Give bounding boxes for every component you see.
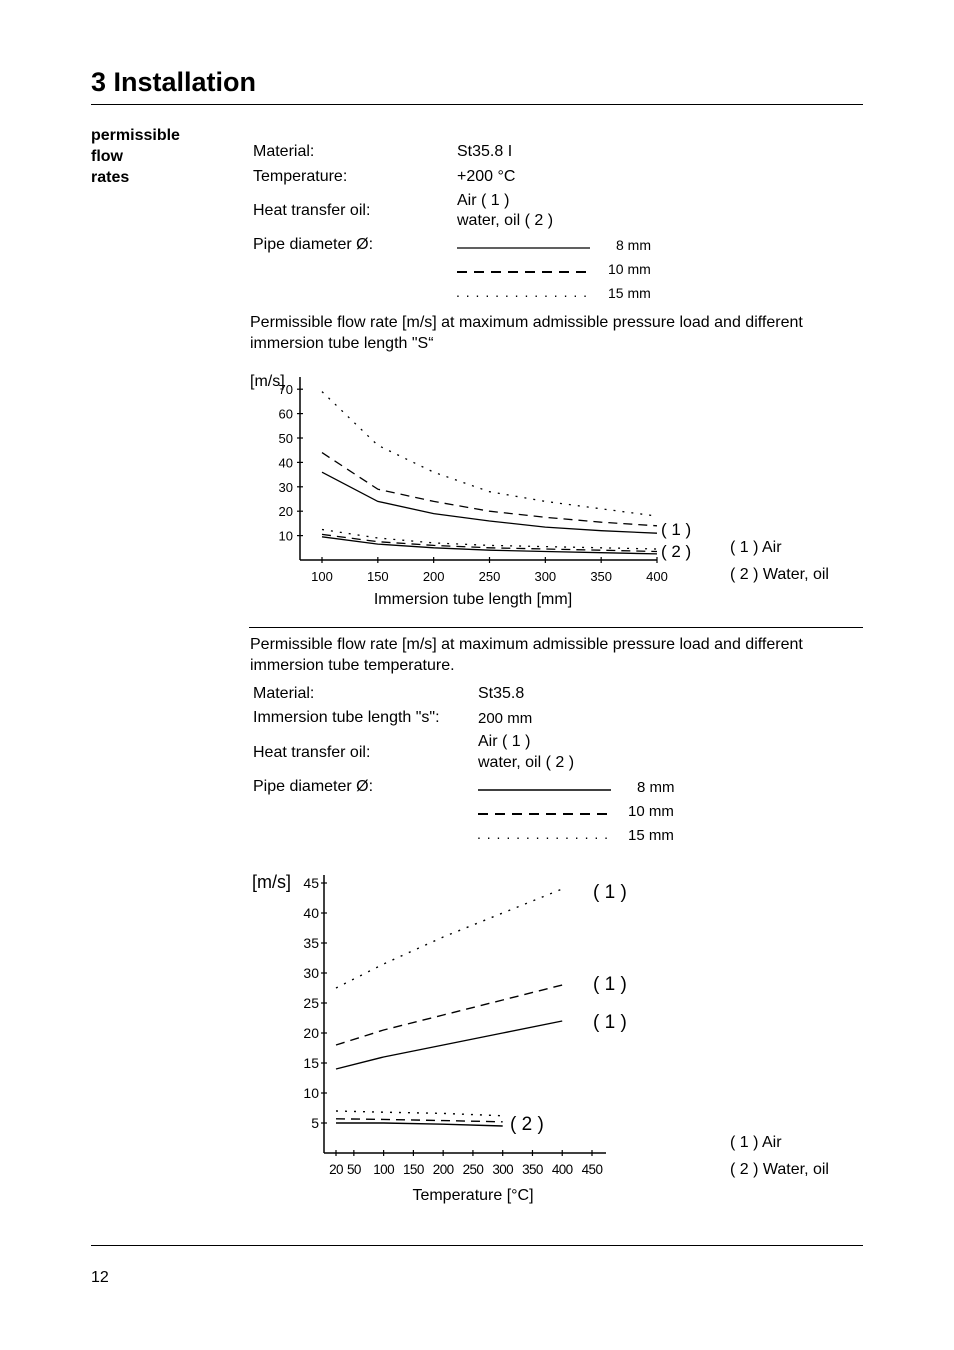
curve-label: ( 1 ) [593, 882, 627, 903]
tube-length-label: Immersion tube length "s": [253, 709, 440, 726]
oil-label: Heat transfer oil: [253, 744, 371, 761]
y-axis-label: [m/s] [252, 872, 291, 892]
section-rule [249, 627, 863, 628]
y-tick-label: 10 [303, 1085, 319, 1101]
y-tick-label: 5 [311, 1115, 319, 1131]
x-tick-label: 200 [432, 1162, 454, 1177]
chart1-description: Permissible flow rate [m/s] at maximum admissible pressure load and different immersion tube length "S“ [250, 314, 803, 352]
y-tick-label: 30 [303, 965, 319, 981]
x-tick-label: 450 [581, 1162, 603, 1177]
series-line [322, 537, 657, 554]
series-line [322, 472, 657, 533]
curve-label: ( 1 ) [593, 1012, 627, 1033]
sidebar-line: permissible [91, 127, 180, 144]
series-line [322, 453, 657, 526]
x-tick-label: 250 [462, 1162, 484, 1177]
x-tick-label: 250 [478, 569, 501, 584]
temperature-label: Temperature: [253, 168, 348, 185]
sidebar-line: rates [91, 169, 130, 186]
y-tick-label: 45 [303, 875, 319, 891]
x-tick-label: 350 [590, 569, 613, 584]
legend-15mm: 15 mm [628, 827, 674, 844]
legend-10mm: 10 mm [608, 261, 651, 277]
x-tick-label: 50 [346, 1162, 361, 1177]
x-tick-label: 300 [492, 1162, 514, 1177]
x-tick-label: 400 [646, 569, 668, 584]
y-tick-label: 15 [303, 1055, 319, 1071]
oil-value-air: Air ( 1 ) [457, 192, 510, 209]
x-tick-label: 400 [551, 1162, 573, 1177]
page-title: 3 Installation [91, 67, 257, 97]
curve-label: ( 1 ) [661, 520, 692, 539]
material-value: St35.8 I [457, 143, 513, 160]
series-line [322, 530, 657, 550]
material-label: Material: [253, 685, 315, 702]
y-tick-label: 50 [278, 431, 293, 446]
x-axis-label: Temperature [°C] [412, 1187, 534, 1204]
y-tick-label: 60 [278, 406, 293, 422]
legend-8mm: 8 mm [637, 779, 675, 796]
page-number: 12 [91, 1269, 109, 1286]
chart2-description: Permissible flow rate [m/s] at maximum admissible pressure load and different immersion tube temperature. [250, 636, 803, 674]
x-tick-label: 200 [422, 569, 445, 584]
legend-15mm: 15 mm [608, 285, 651, 301]
x-tick-label: 150 [403, 1162, 424, 1177]
y-axis-label: [m/s] [250, 373, 285, 390]
series-line [336, 985, 562, 1045]
y-tick-label: 70 [278, 382, 293, 398]
x-tick-label: 300 [534, 569, 557, 584]
series-line [322, 392, 657, 516]
y-tick-label: 20 [303, 1025, 319, 1041]
curve-label: ( 1 ) [593, 974, 627, 995]
y-tick-label: 40 [303, 905, 319, 921]
pipe-diameter-label: Pipe diameter Ø: [253, 236, 374, 253]
legend-entry: ( 1 ) Air [730, 539, 782, 556]
chart-flow-vs-length [240, 365, 860, 615]
y-tick-label: 10 [278, 528, 293, 544]
temperature-value: +200 °C [457, 168, 516, 185]
oil-value-water: water, oil ( 2 ) [478, 754, 575, 771]
sidebar-heading [91, 125, 180, 188]
legend-dotted-line: . . . . . . . . . . . . . . [456, 284, 589, 300]
x-tick-label: 100 [373, 1162, 394, 1177]
x-axis-label: Immersion tube length [mm] [373, 591, 573, 608]
material-value: St35.8 [478, 685, 525, 702]
x-tick-label: 150 [366, 569, 389, 584]
curve-label: ( 2 ) [661, 542, 692, 561]
footer-rule [91, 1245, 863, 1246]
series-line [336, 1119, 503, 1122]
material-label: Material: [253, 143, 315, 160]
y-tick-label: 40 [278, 455, 293, 471]
header-rule [91, 104, 863, 105]
tube-length-value: 200 mm [478, 710, 533, 727]
series-line [336, 1111, 503, 1116]
oil-value-air: Air ( 1 ) [478, 733, 531, 750]
pipe-diameter-label: Pipe diameter Ø: [253, 778, 374, 795]
y-tick-label: 25 [303, 995, 319, 1011]
series-line [336, 889, 562, 988]
legend-dotted-line: . . . . . . . . . . . . . . [477, 826, 610, 842]
chart-flow-vs-temperature [240, 860, 860, 1210]
x-tick-label: 100 [311, 569, 333, 584]
legend-entry: ( 1 ) Air [730, 1134, 782, 1151]
oil-value-water: water, oil ( 2 ) [457, 212, 554, 229]
legend-10mm: 10 mm [628, 803, 674, 820]
series-line [336, 1021, 562, 1069]
legend-8mm: 8 mm [616, 237, 651, 253]
y-tick-label: 35 [303, 935, 319, 951]
curve-label: ( 2 ) [510, 1114, 544, 1135]
y-tick-label: 30 [278, 479, 293, 495]
x-tick-label: 350 [522, 1162, 543, 1177]
legend-entry: ( 2 ) Water, oil [730, 566, 829, 583]
x-tick-label: 20 [329, 1162, 343, 1177]
y-tick-label: 20 [278, 504, 293, 520]
series-line [336, 1123, 503, 1126]
oil-label: Heat transfer oil: [253, 202, 371, 219]
legend-entry: ( 2 ) Water, oil [730, 1161, 829, 1178]
sidebar-line: flow [91, 148, 123, 165]
